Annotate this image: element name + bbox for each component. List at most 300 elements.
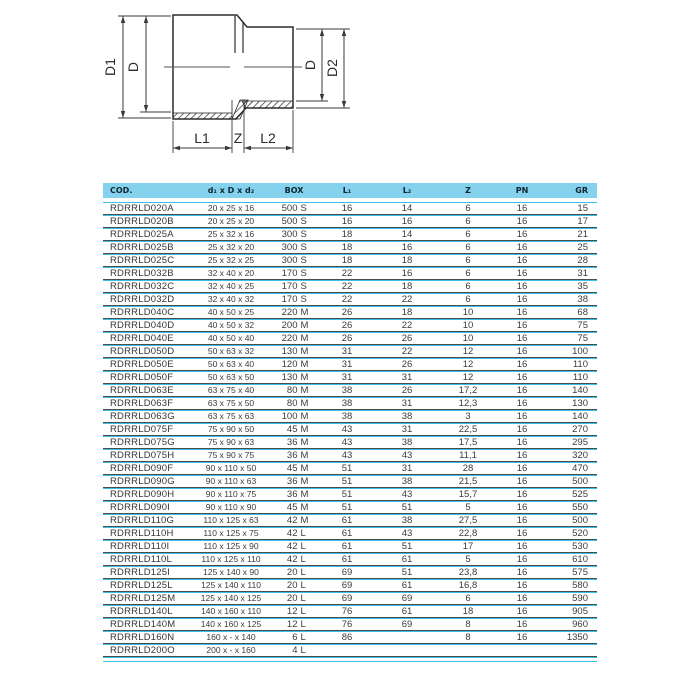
product-code: RDRRLD090I	[103, 501, 191, 514]
table-row	[103, 618, 597, 631]
table-row	[103, 228, 597, 241]
l2-value: 61	[377, 605, 437, 618]
dimensions-d1-D-d2: 200 x - x 160	[191, 644, 271, 657]
box-quantity: 500 S	[271, 202, 317, 215]
product-code: RDRRLD050F	[103, 371, 191, 384]
l1-value: 61	[317, 527, 377, 540]
dimensions-d1-D-d2: 25 x 32 x 20	[191, 241, 271, 254]
box-quantity: 42 L	[271, 553, 317, 566]
l2-value: 22	[377, 345, 437, 358]
product-code: RDRRLD075G	[103, 436, 191, 449]
pn-value: 16	[499, 319, 545, 332]
l2-value: 51	[377, 566, 437, 579]
header-box: BOX	[271, 183, 317, 202]
header-gr: GR	[545, 183, 597, 202]
l1-value: 22	[317, 280, 377, 293]
gr-value: 1350	[545, 631, 597, 644]
dimension-lines	[123, 16, 344, 148]
dimensions-d1-D-d2: 140 x 160 x 110	[191, 605, 271, 618]
l2-value: 31	[377, 371, 437, 384]
gr-value: 610	[545, 553, 597, 566]
l1-value: 26	[317, 319, 377, 332]
gr-value: 100	[545, 345, 597, 358]
l1-value: 22	[317, 267, 377, 280]
dimensions-d1-D-d2: 32 x 40 x 25	[191, 280, 271, 293]
gr-value: 17	[545, 215, 597, 228]
gr-value: 130	[545, 397, 597, 410]
table-row	[103, 280, 597, 293]
product-code: RDRRLD050E	[103, 358, 191, 371]
dimensions-d1-D-d2: 75 x 90 x 75	[191, 449, 271, 462]
section-hatching	[173, 100, 293, 119]
dimensions-d1-D-d2: 90 x 110 x 63	[191, 475, 271, 488]
dimensions-d1-D-d2: 75 x 90 x 63	[191, 436, 271, 449]
z-value: 12	[437, 345, 499, 358]
product-code: RDRRLD025B	[103, 241, 191, 254]
pn-value: 16	[499, 605, 545, 618]
z-value: 10	[437, 306, 499, 319]
gr-value: 550	[545, 501, 597, 514]
l2-value: 38	[377, 514, 437, 527]
z-value: 6	[437, 241, 499, 254]
table-row	[103, 358, 597, 371]
l2-value: 16	[377, 215, 437, 228]
box-quantity: 45 M	[271, 423, 317, 436]
dimensions-d1-D-d2: 20 x 25 x 16	[191, 202, 271, 215]
gr-value: 140	[545, 410, 597, 423]
l2-value	[377, 644, 437, 657]
product-code: RDRRLD025A	[103, 228, 191, 241]
z-value: 17	[437, 540, 499, 553]
l1-value: 26	[317, 332, 377, 345]
dimensions-d1-D-d2: 25 x 32 x 25	[191, 254, 271, 267]
z-value: 6	[437, 592, 499, 605]
box-quantity: 80 M	[271, 384, 317, 397]
pn-value: 16	[499, 254, 545, 267]
z-value: 12,3	[437, 397, 499, 410]
gr-value: 470	[545, 462, 597, 475]
l2-value: 14	[377, 228, 437, 241]
gr-value: 530	[545, 540, 597, 553]
z-value: 6	[437, 280, 499, 293]
dimensions-d1-D-d2: 40 x 50 x 32	[191, 319, 271, 332]
pn-value: 16	[499, 449, 545, 462]
box-quantity: 220 M	[271, 332, 317, 345]
pn-value: 16	[499, 592, 545, 605]
l1-value: 38	[317, 410, 377, 423]
product-code: RDRRLD110G	[103, 514, 191, 527]
pn-value: 16	[499, 202, 545, 215]
z-value	[437, 644, 499, 657]
box-quantity: 42 M	[271, 514, 317, 527]
dimensions-d1-D-d2: 90 x 110 x 90	[191, 501, 271, 514]
gr-value: 68	[545, 306, 597, 319]
pn-value: 16	[499, 228, 545, 241]
box-quantity: 12 L	[271, 605, 317, 618]
box-quantity: 300 S	[271, 241, 317, 254]
gr-value: 575	[545, 566, 597, 579]
l1-value: 51	[317, 475, 377, 488]
product-code: RDRRLD090F	[103, 462, 191, 475]
dimensions-d1-D-d2: 25 x 32 x 16	[191, 228, 271, 241]
l1-value: 22	[317, 293, 377, 306]
pn-value: 16	[499, 618, 545, 631]
box-quantity: 20 L	[271, 592, 317, 605]
pn-value: 16	[499, 332, 545, 345]
dimensions-d1-D-d2: 63 x 75 x 63	[191, 410, 271, 423]
table-row	[103, 423, 597, 436]
table-row	[103, 436, 597, 449]
table-row	[103, 241, 597, 254]
product-code: RDRRLD160N	[103, 631, 191, 644]
table-row	[103, 553, 597, 566]
gr-value: 520	[545, 527, 597, 540]
z-value: 3	[437, 410, 499, 423]
gr-value	[545, 644, 597, 657]
gr-value: 31	[545, 267, 597, 280]
l1-value: 43	[317, 449, 377, 462]
l1-value: 69	[317, 592, 377, 605]
box-quantity: 220 M	[271, 306, 317, 319]
table-row	[103, 540, 597, 553]
l1-value: 38	[317, 397, 377, 410]
dimensions-d1-D-d2: 90 x 110 x 50	[191, 462, 271, 475]
header-z: Z	[437, 183, 499, 202]
l1-value: 31	[317, 345, 377, 358]
box-quantity: 12 L	[271, 618, 317, 631]
product-code: RDRRLD032B	[103, 267, 191, 280]
l2-value: 26	[377, 358, 437, 371]
pn-value: 16	[499, 267, 545, 280]
table-row	[103, 566, 597, 579]
table-row	[103, 384, 597, 397]
product-code: RDRRLD110I	[103, 540, 191, 553]
l2-value: 69	[377, 592, 437, 605]
l2-value: 31	[377, 423, 437, 436]
gr-value: 525	[545, 488, 597, 501]
l1-value: 43	[317, 423, 377, 436]
z-value: 6	[437, 254, 499, 267]
table-row	[103, 345, 597, 358]
product-code: RDRRLD040D	[103, 319, 191, 332]
pn-value: 16	[499, 358, 545, 371]
table-row	[103, 449, 597, 462]
z-value: 23,8	[437, 566, 499, 579]
z-value: 12	[437, 358, 499, 371]
l1-value: 31	[317, 371, 377, 384]
product-code: RDRRLD110H	[103, 527, 191, 540]
dimensions-d1-D-d2: 110 x 125 x 110	[191, 553, 271, 566]
box-quantity: 4 L	[271, 644, 317, 657]
dimensions-d1-D-d2: 40 x 50 x 25	[191, 306, 271, 319]
gr-value: 75	[545, 332, 597, 345]
box-quantity: 170 S	[271, 267, 317, 280]
dimensions-d1-D-d2: 90 x 110 x 75	[191, 488, 271, 501]
gr-value: 500	[545, 475, 597, 488]
l1-value: 51	[317, 462, 377, 475]
box-quantity: 300 S	[271, 254, 317, 267]
z-value: 10	[437, 332, 499, 345]
dimensions-d1-D-d2: 50 x 63 x 50	[191, 371, 271, 384]
l1-value: 18	[317, 228, 377, 241]
pn-value: 16	[499, 501, 545, 514]
l2-value: 51	[377, 501, 437, 514]
l2-value: 16	[377, 267, 437, 280]
z-value: 27,5	[437, 514, 499, 527]
box-quantity: 45 M	[271, 501, 317, 514]
z-value: 17,2	[437, 384, 499, 397]
l2-value: 18	[377, 306, 437, 319]
product-code: RDRRLD040E	[103, 332, 191, 345]
l2-value	[377, 631, 437, 644]
z-value: 8	[437, 631, 499, 644]
box-quantity: 300 S	[271, 228, 317, 241]
product-code: RDRRLD090H	[103, 488, 191, 501]
l2-value: 22	[377, 319, 437, 332]
table-row	[103, 631, 597, 644]
box-quantity: 500 S	[271, 215, 317, 228]
dim-label-l1: L1	[194, 130, 210, 146]
l1-value: 18	[317, 241, 377, 254]
pn-value: 16	[499, 306, 545, 319]
box-quantity: 170 S	[271, 280, 317, 293]
gr-value: 140	[545, 384, 597, 397]
box-quantity: 42 L	[271, 527, 317, 540]
gr-value: 75	[545, 319, 597, 332]
gr-value: 905	[545, 605, 597, 618]
table-row	[103, 267, 597, 280]
fitting-cross-section-drawing	[80, 0, 410, 175]
table-row	[103, 410, 597, 423]
table-row	[103, 501, 597, 514]
product-code: RDRRLD125L	[103, 579, 191, 592]
l1-value: 76	[317, 618, 377, 631]
l2-value: 14	[377, 202, 437, 215]
gr-value: 110	[545, 371, 597, 384]
z-value: 6	[437, 202, 499, 215]
z-value: 12	[437, 371, 499, 384]
l2-value: 43	[377, 488, 437, 501]
pn-value: 16	[499, 462, 545, 475]
pn-value: 16	[499, 241, 545, 254]
gr-value: 15	[545, 202, 597, 215]
table-row	[103, 475, 597, 488]
dimensions-d1-D-d2: 40 x 50 x 40	[191, 332, 271, 345]
l2-value: 38	[377, 410, 437, 423]
dim-label-d-right: D	[302, 59, 318, 71]
product-code: RDRRLD075H	[103, 449, 191, 462]
l2-value: 43	[377, 449, 437, 462]
product-code: RDRRLD140M	[103, 618, 191, 631]
l2-value: 61	[377, 553, 437, 566]
l1-value: 38	[317, 384, 377, 397]
table-row	[103, 514, 597, 527]
product-code: RDRRLD090G	[103, 475, 191, 488]
pn-value: 16	[499, 345, 545, 358]
product-code: RDRRLD020A	[103, 202, 191, 215]
product-code: RDRRLD032D	[103, 293, 191, 306]
pn-value: 16	[499, 397, 545, 410]
header-cod: COD.	[103, 183, 191, 202]
l1-value: 86	[317, 631, 377, 644]
l1-value	[317, 644, 377, 657]
z-value: 10	[437, 319, 499, 332]
dimensions-d1-D-d2: 63 x 75 x 50	[191, 397, 271, 410]
pn-value: 16	[499, 631, 545, 644]
l1-value: 16	[317, 215, 377, 228]
gr-value: 28	[545, 254, 597, 267]
box-quantity: 130 M	[271, 345, 317, 358]
product-code: RDRRLD020B	[103, 215, 191, 228]
product-code: RDRRLD075F	[103, 423, 191, 436]
z-value: 21,5	[437, 475, 499, 488]
l2-value: 31	[377, 397, 437, 410]
dim-label-d1: D1	[102, 58, 118, 76]
table-row	[103, 319, 597, 332]
product-code: RDRRLD025C	[103, 254, 191, 267]
dimensions-d1-D-d2: 32 x 40 x 32	[191, 293, 271, 306]
table-row	[103, 215, 597, 228]
gr-value: 580	[545, 579, 597, 592]
dim-label-d-left: D	[125, 61, 141, 73]
gr-value: 270	[545, 423, 597, 436]
z-value: 22,8	[437, 527, 499, 540]
l1-value: 69	[317, 566, 377, 579]
z-value: 6	[437, 267, 499, 280]
table-header-row	[103, 183, 597, 202]
gr-value: 590	[545, 592, 597, 605]
dimensions-d1-D-d2: 32 x 40 x 20	[191, 267, 271, 280]
pn-value: 16	[499, 371, 545, 384]
dimensions-d1-D-d2: 50 x 63 x 32	[191, 345, 271, 358]
dimensions-d1-D-d2: 50 x 63 x 40	[191, 358, 271, 371]
dim-label-l2: L2	[260, 130, 276, 146]
product-code: RDRRLD125M	[103, 592, 191, 605]
pn-value: 16	[499, 553, 545, 566]
l1-value: 51	[317, 501, 377, 514]
table-row	[103, 644, 597, 657]
product-code: RDRRLD050D	[103, 345, 191, 358]
pn-value	[499, 644, 545, 657]
table-row	[103, 332, 597, 345]
pn-value: 16	[499, 215, 545, 228]
l2-value: 51	[377, 540, 437, 553]
product-code: RDRRLD063F	[103, 397, 191, 410]
table-body	[103, 202, 597, 657]
l1-value: 51	[317, 488, 377, 501]
table-row	[103, 605, 597, 618]
pn-value: 16	[499, 436, 545, 449]
product-code: RDRRLD200O	[103, 644, 191, 657]
gr-value: 110	[545, 358, 597, 371]
table-row	[103, 592, 597, 605]
l1-value: 16	[317, 202, 377, 215]
table-row	[103, 371, 597, 384]
product-code: RDRRLD040C	[103, 306, 191, 319]
product-code: RDRRLD110L	[103, 553, 191, 566]
l2-value: 22	[377, 293, 437, 306]
dimensions-d1-D-d2: 110 x 125 x 75	[191, 527, 271, 540]
table-row	[103, 397, 597, 410]
dimensions-d1-D-d2: 110 x 125 x 90	[191, 540, 271, 553]
box-quantity: 120 M	[271, 358, 317, 371]
table-row	[103, 254, 597, 267]
box-quantity: 36 M	[271, 436, 317, 449]
table-end-rule	[103, 657, 597, 658]
pn-value: 16	[499, 579, 545, 592]
l1-value: 26	[317, 306, 377, 319]
z-value: 11,1	[437, 449, 499, 462]
box-quantity: 20 L	[271, 579, 317, 592]
dimensions-d1-D-d2: 20 x 25 x 20	[191, 215, 271, 228]
dimensions-d1-D-d2: 63 x 75 x 40	[191, 384, 271, 397]
table-row	[103, 293, 597, 306]
z-value: 6	[437, 228, 499, 241]
l1-value: 61	[317, 514, 377, 527]
pn-value: 16	[499, 566, 545, 579]
gr-value: 21	[545, 228, 597, 241]
z-value: 5	[437, 553, 499, 566]
z-value: 8	[437, 618, 499, 631]
box-quantity: 45 M	[271, 462, 317, 475]
table-row	[103, 488, 597, 501]
l2-value: 26	[377, 384, 437, 397]
l2-value: 26	[377, 332, 437, 345]
header-dims: d₁ x D x d₂	[191, 183, 271, 202]
l1-value: 61	[317, 553, 377, 566]
l2-value: 18	[377, 280, 437, 293]
z-value: 17,5	[437, 436, 499, 449]
l2-value: 43	[377, 527, 437, 540]
l2-value: 61	[377, 579, 437, 592]
box-quantity: 170 S	[271, 293, 317, 306]
box-quantity: 200 M	[271, 319, 317, 332]
box-quantity: 36 M	[271, 475, 317, 488]
l1-value: 31	[317, 358, 377, 371]
box-quantity: 42 L	[271, 540, 317, 553]
table-row	[103, 579, 597, 592]
header-l1: L₁	[317, 183, 377, 202]
l1-value: 76	[317, 605, 377, 618]
dimensions-d1-D-d2: 125 x 140 x 125	[191, 592, 271, 605]
header-pn: PN	[499, 183, 545, 202]
dim-label-d2: D2	[324, 59, 340, 77]
pn-value: 16	[499, 280, 545, 293]
gr-value: 38	[545, 293, 597, 306]
gr-value: 295	[545, 436, 597, 449]
pn-value: 16	[499, 514, 545, 527]
l1-value: 18	[317, 254, 377, 267]
table-row	[103, 527, 597, 540]
l2-value: 18	[377, 254, 437, 267]
box-quantity: 20 L	[271, 566, 317, 579]
pn-value: 16	[499, 410, 545, 423]
dimensions-d1-D-d2: 140 x 160 x 125	[191, 618, 271, 631]
dimensions-d1-D-d2: 160 x - x 140	[191, 631, 271, 644]
product-code: RDRRLD032C	[103, 280, 191, 293]
box-quantity: 6 L	[271, 631, 317, 644]
gr-value: 960	[545, 618, 597, 631]
l2-value: 31	[377, 462, 437, 475]
z-value: 22,5	[437, 423, 499, 436]
z-value: 15,7	[437, 488, 499, 501]
box-quantity: 36 M	[271, 449, 317, 462]
product-code: RDRRLD063G	[103, 410, 191, 423]
pn-value: 16	[499, 475, 545, 488]
gr-value: 500	[545, 514, 597, 527]
box-quantity: 36 M	[271, 488, 317, 501]
l2-value: 38	[377, 475, 437, 488]
